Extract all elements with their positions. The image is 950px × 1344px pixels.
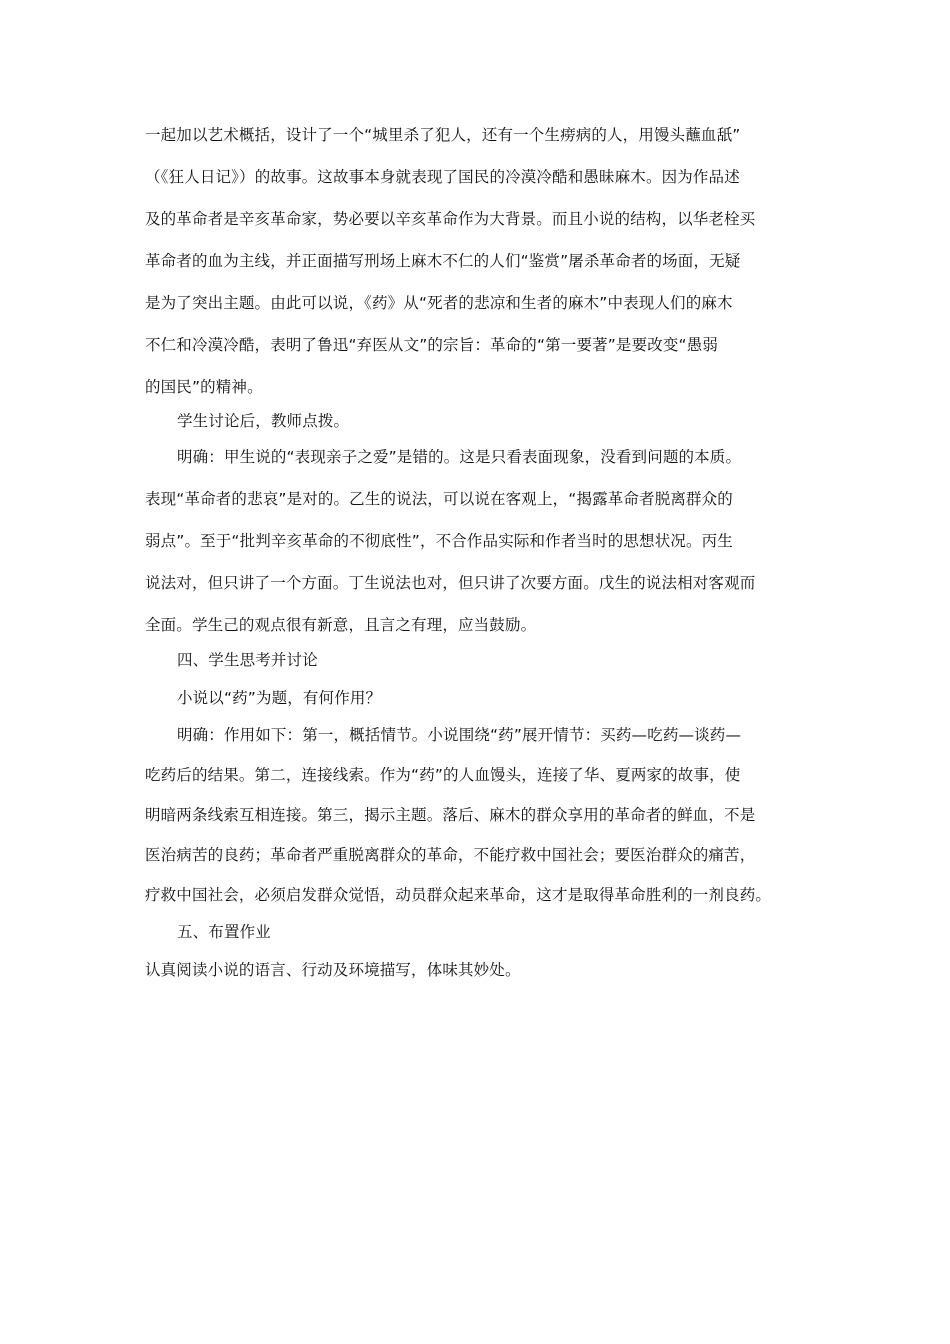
question-line: 小说以“药”为题，有何作用？ bbox=[177, 689, 382, 707]
text-line: （《狂人日记》）的故事。这故事本身就表现了国民的冷漠冷酷和愚昧麻木。因为作品述 bbox=[145, 168, 740, 186]
text-line: 吃药后的结果。第二，连接线索。作为“药”的人血馒头，连接了华、夏两家的故事，使 bbox=[145, 766, 741, 784]
text-line: 全面。学生己的观点很有新意，且言之有理，应当鼓励。 bbox=[145, 616, 537, 634]
text-line: 的国民”的精神。 bbox=[145, 378, 263, 396]
text-line: 是为了突出主题。由此可以说，《药》从“死者的悲凉和生者的麻木”中表现人们的麻木 bbox=[145, 294, 733, 312]
text-line: 表现“革命者的悲哀”是对的。乙生的说法，可以说在客观上，“揭露革命者脱离群众的 bbox=[145, 490, 733, 508]
section-heading-4: 四、学生思考并讨论 bbox=[177, 651, 318, 669]
text-line: 医治病苦的良药；革命者严重脱离群众的革命，不能疗救中国社会；要医治群众的痛苦， bbox=[145, 846, 756, 864]
paragraph-teacher-guidance: 学生讨论后，教师点拨。 bbox=[177, 412, 350, 430]
text-line: 一起加以艺术概括，设计了一个“城里杀了犯人，还有一个生痨病的人，用馒头蘸血舐” bbox=[145, 126, 741, 144]
text-line: 及的革命者是辛亥革命家，势必要以辛亥革命作为大背景。而且小说的结构，以华老栓买 bbox=[145, 210, 756, 228]
section-heading-5: 五、布置作业 bbox=[177, 923, 271, 941]
text-line: 不仁和冷漠冷酷，表明了鲁迅“弃医从文”的宗旨：革命的“第一要著”是要改变“愚弱 bbox=[145, 336, 719, 354]
text-line: 明暗两条线索互相连接。第三，揭示主题。落后、麻木的群众享用的革命者的鲜血，不是 bbox=[145, 806, 756, 824]
text-line: 革命者的血为主线，并正面描写刑场上麻木不仁的人们“鉴赏”屠杀革命者的场面，无疑 bbox=[145, 252, 741, 270]
homework-line: 认真阅读小说的语言、行动及环境描写，体味其妙处。 bbox=[145, 961, 521, 979]
text-line: 弱点”。至于“批判辛亥革命的不彻底性”，不合作品实际和作者当时的思想状况。丙生 bbox=[145, 532, 733, 550]
text-line: 说法对，但只讲了一个方面。丁生说法也对，但只讲了次要方面。戊生的说法相对客观而 bbox=[145, 574, 756, 592]
text-line: 明确：作用如下：第一，概括情节。小说围绕“药”展开情节：买药—吃药—谈药— bbox=[177, 726, 742, 744]
text-line: 明确：甲生说的“表现亲子之爱”是错的。这是只看表面现象，没看到问题的本质。 bbox=[177, 448, 742, 466]
text-line: 疗救中国社会，必须启发群众觉悟，动员群众起来革命，这才是取得革命胜利的一剂良药。 bbox=[145, 886, 772, 904]
